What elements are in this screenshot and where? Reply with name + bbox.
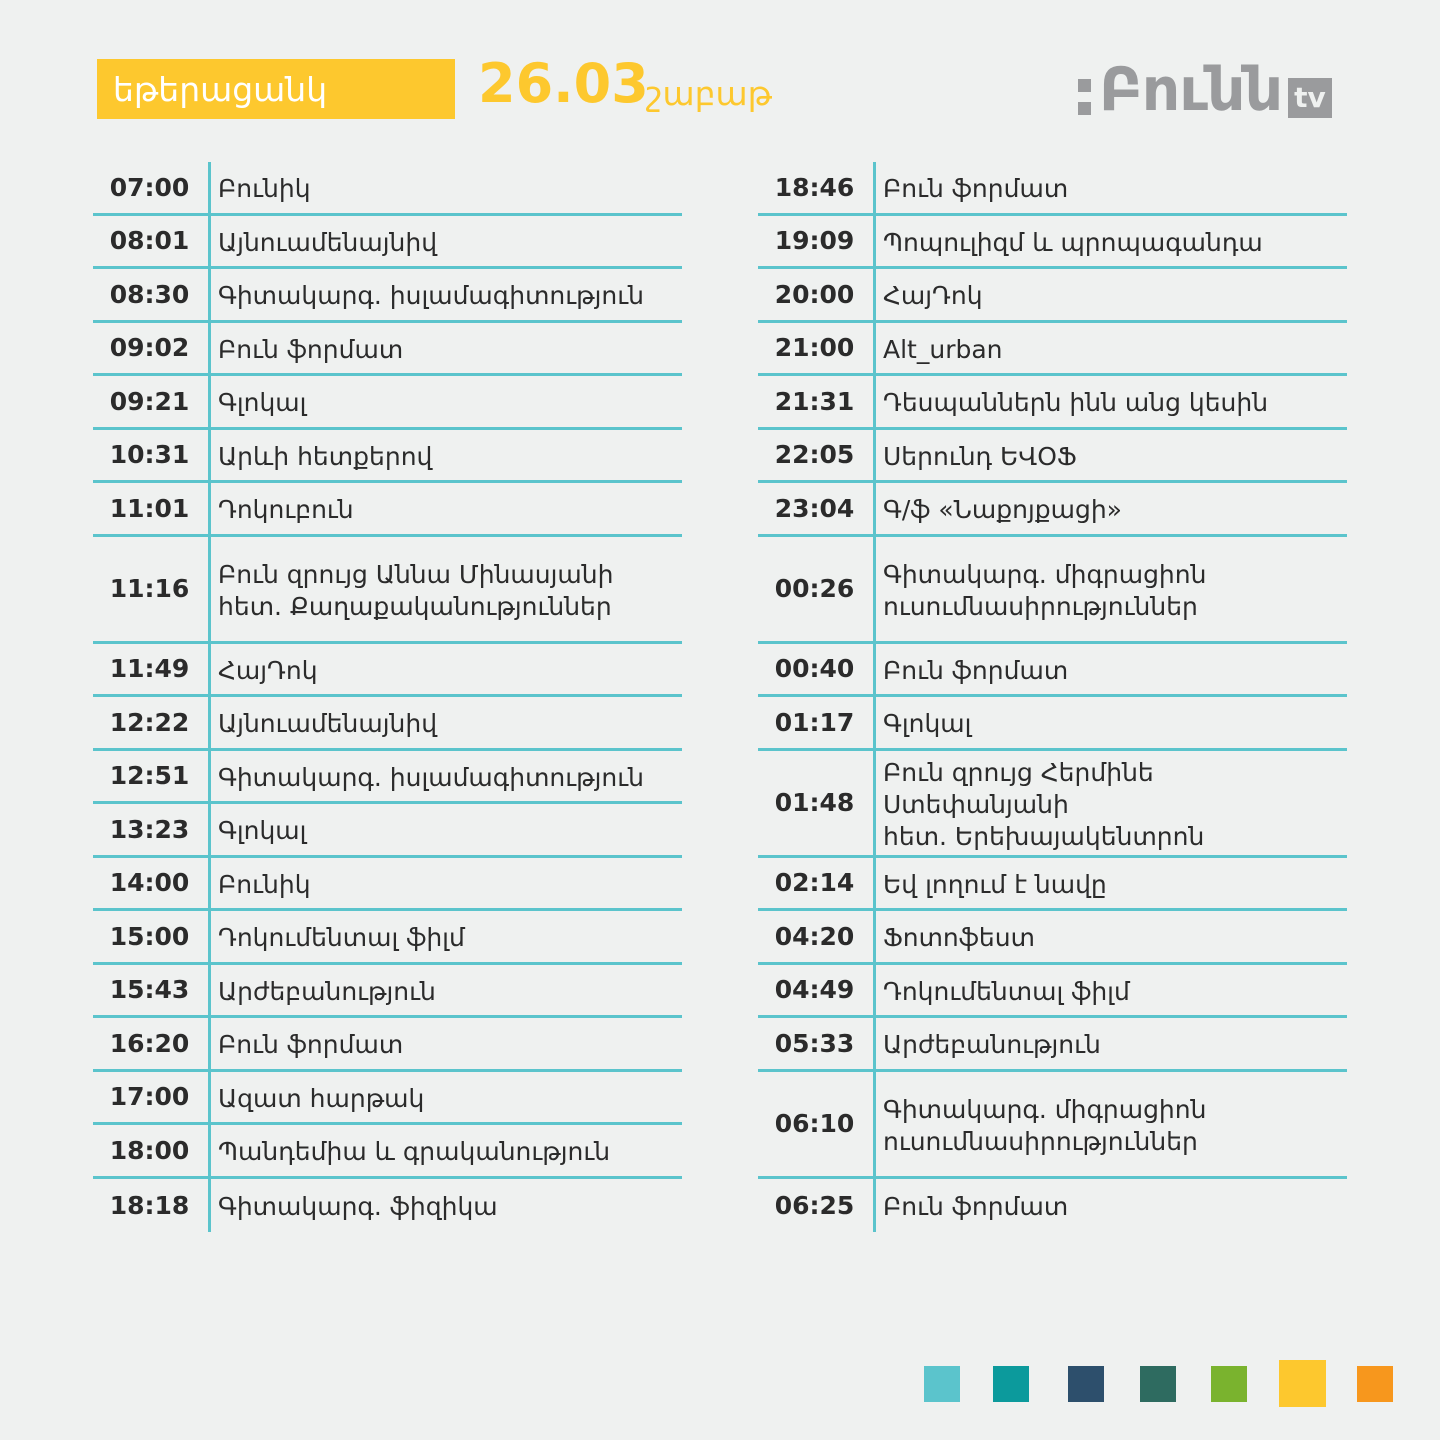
schedule-row [93,751,682,805]
schedule-row [93,911,682,965]
program-time: 13:23 [109,814,190,844]
schedule-row [93,858,682,912]
program-title [873,753,1347,853]
program-title [208,223,437,259]
program-title [208,330,403,366]
schedule-row [93,376,682,430]
program-title [208,555,613,623]
schedule-row [758,1179,1347,1233]
program-time: 20:00 [774,279,855,309]
program-title [873,437,1077,473]
program-time: 01:48 [774,788,855,817]
program-time: 01:17 [774,707,855,737]
broadcast-date: 26.03 [478,52,649,115]
program-title-line: Բուն զրույց Հերմինե Ստեփանյանի [883,757,1154,819]
program-title-line: ՀայԴոկ [883,281,983,311]
program-title-line: Գիտակարգ. միգրացիոն [883,1094,1207,1124]
program-title [208,276,644,312]
schedule-row [93,1072,682,1126]
schedule-row [758,323,1347,377]
schedule-row [758,858,1347,912]
program-title-line: ՀայԴոկ [218,655,318,685]
program-title [873,383,1268,419]
program-time: 21:31 [774,386,855,416]
schedule-row [758,1018,1347,1072]
program-time: 09:21 [109,386,190,416]
schedule-label-text: եթերացանկ [113,69,328,109]
schedule-row [758,644,1347,698]
program-time: 04:49 [774,975,855,1005]
program-time: 11:16 [109,574,190,603]
program-title-line: Դեսպաններն ինն անց կեսին [883,388,1269,418]
schedule-row [93,216,682,270]
program-title-line: Սերունդ ԵՎՕՖ [883,441,1077,471]
program-title [873,276,983,312]
program-time: 08:30 [109,279,190,309]
program-time: 16:20 [109,1028,190,1058]
program-title-line: ուսումնասիրություններ [883,591,1198,621]
program-time: 18:18 [109,1190,190,1220]
schedule-row [93,1179,682,1233]
program-title [208,490,354,526]
schedule-row [758,269,1347,323]
program-title-line: Գլոկալ [883,709,972,739]
color-swatch [1211,1366,1247,1402]
program-title-line: Բուն ֆորմատ [218,334,404,364]
program-title [873,1025,1101,1061]
logo-tv-badge: tv [1288,78,1332,118]
program-title [208,918,465,954]
program-title [873,490,1122,526]
schedule-column-left [93,162,682,1232]
program-time: 00:26 [774,574,855,603]
program-title-line: Գիտակարգ. ֆիզիկա [218,1192,498,1222]
program-title [873,330,1003,366]
color-swatch [993,1366,1029,1402]
program-title-line: Արևի հետքերով [218,441,433,471]
schedule-row [758,162,1347,216]
program-time: 17:00 [109,1082,190,1112]
program-title [208,1079,424,1115]
program-title [873,918,1035,954]
program-time: 06:25 [774,1190,855,1220]
program-title-line: Գլոկալ [218,816,307,846]
program-time: 18:00 [109,1135,190,1165]
logo-colon-icon [1078,74,1091,120]
program-title-line: Պոպուլիզմ և պրոպագանդա [883,227,1263,257]
program-title-line: Պանդեմիա և գրականություն [218,1137,611,1167]
program-title-line: Արժեբանություն [218,976,436,1006]
schedule-row [93,965,682,1019]
program-time: 23:04 [774,493,855,523]
schedule-row [758,216,1347,270]
schedule-row [93,323,682,377]
program-title-line: Բուն ֆորմատ [883,1192,1069,1222]
program-time: 15:00 [109,921,190,951]
program-title-line: Բունիկ [218,869,311,899]
program-title-line: Արժեբանություն [883,1030,1101,1060]
color-swatch [1140,1366,1176,1402]
schedule-row [93,644,682,698]
program-time: 04:20 [774,921,855,951]
schedule-row [758,697,1347,751]
program-time: 19:09 [774,226,855,256]
schedule-row [758,430,1347,484]
program-title [208,865,311,901]
program-title-line: Գիտակարգ. իսլամագիտություն [218,281,644,311]
program-title-line: Եվ լողում է նավը [883,869,1107,899]
program-title [873,704,971,740]
schedule-row [758,965,1347,1019]
schedule-row [93,430,682,484]
schedule-row [93,697,682,751]
program-title [208,651,318,687]
schedule-row [758,537,1347,644]
schedule-row [758,751,1347,858]
program-time: 07:00 [109,172,190,202]
program-title-line: Ազատ հարթակ [218,1083,425,1113]
schedule-row [93,1125,682,1179]
program-title-line: Դոկուբուն [218,495,354,525]
program-title-line: Գ/ֆ «Նաքոյքացի» [883,495,1122,525]
color-swatch [924,1366,960,1402]
logo-word: Բունն [1099,55,1283,125]
program-time: 06:10 [774,1109,855,1138]
program-title-line: ուսումնասիրություններ [883,1126,1198,1156]
color-swatch [1279,1360,1326,1407]
program-time: 18:46 [774,172,855,202]
program-title [873,555,1206,623]
program-time: 11:01 [109,493,190,523]
schedule-row [93,1018,682,1072]
schedule-row [93,483,682,537]
program-time: 15:43 [109,975,190,1005]
program-title [208,704,437,740]
program-title [873,169,1068,205]
program-time: 14:00 [109,868,190,898]
program-title-line: հետ. Քաղաքականություններ [218,591,612,621]
program-time: 12:22 [109,707,190,737]
schedule-row [93,537,682,644]
program-title [873,1187,1068,1223]
program-time: 11:49 [109,654,190,684]
program-title-line: Ֆոտոֆեստ [883,923,1035,953]
program-title [873,1090,1206,1158]
program-title-line: հետ. Երեխայակենտրոն [883,821,1205,851]
program-time: 21:00 [774,333,855,363]
program-title-line: Բուն ֆորմատ [883,174,1069,204]
program-title [208,1187,498,1223]
program-title-line: Դոկումենտալ ֆիլմ [218,923,465,953]
program-time: 12:51 [109,761,190,791]
broadcast-weekday: շաբաթ [646,74,773,113]
program-title [873,223,1263,259]
program-time: 09:02 [109,333,190,363]
program-time: 08:01 [109,226,190,256]
program-title-line: Բունիկ [218,174,311,204]
program-time: 02:14 [774,868,855,898]
program-title-line: Այնուամենայնիվ [218,709,438,739]
schedule-column-right [758,162,1347,1232]
program-title-line: Այնուամենայնիվ [218,227,438,257]
program-title-line: Գիտակարգ. իսլամագիտություն [218,762,644,792]
schedule-row [758,911,1347,965]
program-title-line: Գլոկալ [218,388,307,418]
schedule-label [97,59,455,119]
program-title [208,811,306,847]
schedule-row [758,483,1347,537]
program-time: 10:31 [109,440,190,470]
program-title [208,972,436,1008]
program-title [208,1132,610,1168]
program-title [873,651,1068,687]
program-title [873,972,1130,1008]
program-title [208,383,306,419]
schedule-row [93,804,682,858]
program-title [873,865,1107,901]
program-title-line: Բուն ֆորմատ [218,1030,404,1060]
program-title-line: Բուն ֆորմատ [883,655,1069,685]
color-swatch [1357,1366,1393,1402]
program-title [208,437,432,473]
program-title-line: Դոկումենտալ ֆիլմ [883,976,1130,1006]
schedule-row [93,162,682,216]
schedule-row [758,1072,1347,1179]
schedule-row [758,376,1347,430]
program-time: 22:05 [774,440,855,470]
program-title [208,758,644,794]
program-title-line: Գիտակարգ. միգրացիոն [883,559,1207,589]
program-title [208,169,311,205]
program-time: 05:33 [774,1028,855,1058]
channel-logo [1078,55,1332,125]
color-swatch [1068,1366,1104,1402]
program-time: 00:40 [774,654,855,684]
program-title [208,1025,403,1061]
program-title-line: Բուն զրույց Աննա Մինասյանի [218,559,614,589]
program-title-line: Alt_urban [883,334,1003,364]
schedule-row [93,269,682,323]
